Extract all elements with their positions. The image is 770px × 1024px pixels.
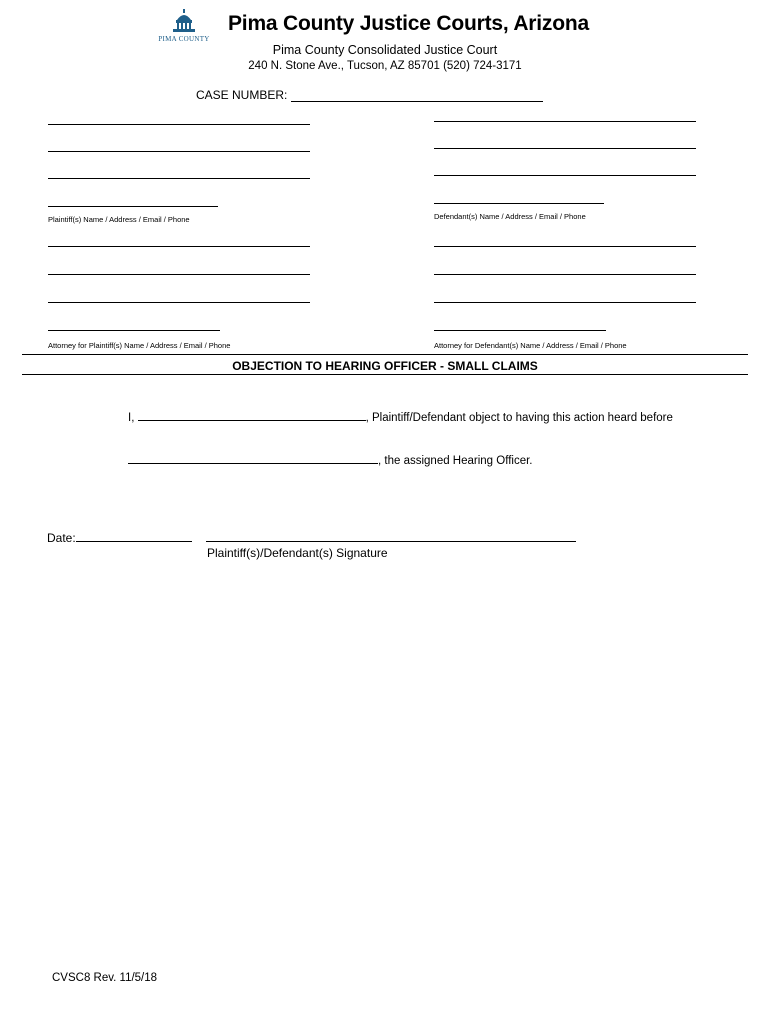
plaintiff-attorney-label: Attorney for Plaintiff(s) Name / Address / Email / Phone [48, 341, 231, 350]
objection-text: , Plaintiff/Defendant object to having this action heard before [365, 412, 673, 424]
objection-line-2 [128, 453, 533, 467]
plaintiff-line-2[interactable] [48, 151, 310, 152]
plaintiff-attorney-line-3[interactable] [48, 302, 310, 303]
plaintiff-attorney-line-2[interactable] [48, 274, 310, 275]
page-title: Pima County Justice Courts, Arizona [228, 12, 589, 35]
date-label: Date: [47, 531, 76, 545]
case-number-label: CASE NUMBER: [196, 88, 288, 102]
defendant-attorney-line-2[interactable] [434, 274, 696, 275]
hearing-officer-field[interactable] [128, 453, 378, 464]
plaintiff-line-1[interactable] [48, 124, 310, 125]
defendant-line-3[interactable] [434, 175, 696, 176]
defendant-label: Defendant(s) Name / Address / Email / Phone [434, 212, 586, 221]
logo-text: PIMA COUNTY [158, 35, 210, 43]
case-number-field[interactable] [291, 90, 543, 102]
defendant-line-1[interactable] [434, 121, 696, 122]
plaintiff-attorney-line-4[interactable] [48, 330, 220, 331]
court-address: 240 N. Stone Ave., Tucson, AZ 85701 (520) 724-3171 [248, 60, 522, 72]
form-revision: CVSC8 Rev. 11/5/18 [52, 972, 158, 984]
defendant-attorney-label: Attorney for Defendant(s) Name / Address / Email / Phone [434, 341, 627, 350]
court-name: Pima County Consolidated Justice Court [272, 43, 498, 57]
objection-line-1 [128, 410, 673, 424]
party-name-field[interactable] [138, 410, 366, 421]
plaintiff-label: Plaintiff(s) Name / Address / Email / Phone [48, 215, 190, 224]
case-number-row [196, 88, 543, 102]
pima-county-logo [152, 8, 216, 44]
bottom-rule [22, 374, 748, 375]
objection-prefix: I, [128, 412, 135, 424]
defendant-attorney-line-4[interactable] [434, 330, 606, 331]
signature-field[interactable] [206, 541, 576, 542]
signature-label: Plaintiff(s)/Defendant(s) Signature [207, 546, 388, 560]
defendant-line-2[interactable] [434, 148, 696, 149]
date-row [47, 531, 192, 545]
plaintiff-line-3[interactable] [48, 178, 310, 179]
defendant-attorney-line-1[interactable] [434, 246, 696, 247]
defendant-line-4[interactable] [434, 203, 604, 204]
defendant-attorney-line-3[interactable] [434, 302, 696, 303]
date-field[interactable] [76, 531, 192, 542]
plaintiff-attorney-line-1[interactable] [48, 246, 310, 247]
plaintiff-line-4[interactable] [48, 206, 218, 207]
form-heading: OBJECTION TO HEARING OFFICER - SMALL CLAIMS [232, 359, 538, 373]
hearing-officer-text: , the assigned Hearing Officer. [378, 455, 533, 467]
courthouse-dome-icon [152, 8, 216, 36]
top-rule [22, 354, 748, 355]
